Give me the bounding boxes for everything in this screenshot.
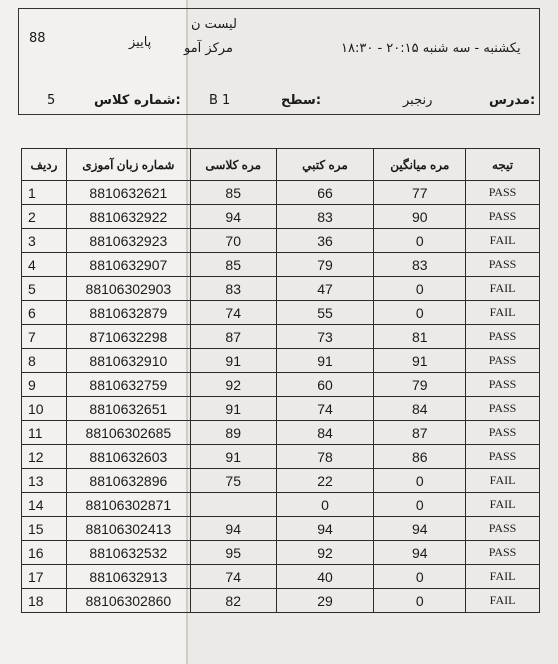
- row-number-cell: 8: [22, 349, 67, 373]
- average-grade-cell: 0: [374, 589, 466, 613]
- class-grade-cell: 74: [190, 301, 276, 325]
- teacher-value: رنجبر: [403, 93, 433, 108]
- row-number-cell: 15: [22, 517, 67, 541]
- student-id-cell: 8710632298: [66, 325, 190, 349]
- table-row: [22, 349, 540, 373]
- result-cell: PASS: [466, 325, 540, 349]
- table-row: [22, 205, 540, 229]
- table-row: [22, 565, 540, 589]
- student-id-cell: 88106302413: [66, 517, 190, 541]
- result-cell: FAIL: [466, 277, 540, 301]
- written-grade-cell: 92: [276, 541, 374, 565]
- average-grade-cell: 77: [374, 181, 466, 205]
- table-row: [22, 373, 540, 397]
- student-id-cell: 8810632603: [66, 445, 190, 469]
- result-cell: PASS: [466, 205, 540, 229]
- average-grade-cell: 91: [374, 349, 466, 373]
- class-grade-cell: 94: [190, 517, 276, 541]
- row-number-cell: 1: [22, 181, 67, 205]
- average-grade-cell: 81: [374, 325, 466, 349]
- written-grade-cell: 47: [276, 277, 374, 301]
- student-id-cell: 8810632759: [66, 373, 190, 397]
- result-cell: PASS: [466, 397, 540, 421]
- col-header-written-grade: مره کتبي: [276, 149, 374, 181]
- table-row: [22, 229, 540, 253]
- class-grade-cell: 75: [190, 469, 276, 493]
- row-number-cell: 3: [22, 229, 67, 253]
- student-id-cell: 8810632910: [66, 349, 190, 373]
- result-cell: PASS: [466, 445, 540, 469]
- written-grade-cell: 60: [276, 373, 374, 397]
- written-grade-cell: 36: [276, 229, 374, 253]
- class-grade-cell: 89: [190, 421, 276, 445]
- result-cell: FAIL: [466, 229, 540, 253]
- average-grade-cell: 94: [374, 541, 466, 565]
- result-cell: PASS: [466, 253, 540, 277]
- written-grade-cell: 22: [276, 469, 374, 493]
- class-schedule: یکشنبه - سه شنبه ۲۰:۱۵ - ۱۸:۳۰: [341, 41, 521, 56]
- written-grade-cell: 83: [276, 205, 374, 229]
- result-cell: FAIL: [466, 589, 540, 613]
- student-id-cell: 8810632651: [66, 397, 190, 421]
- result-cell: PASS: [466, 373, 540, 397]
- average-grade-cell: 0: [374, 469, 466, 493]
- average-grade-cell: 0: [374, 229, 466, 253]
- table-row: [22, 469, 540, 493]
- class-grade-cell: 91: [190, 349, 276, 373]
- written-grade-cell: 78: [276, 445, 374, 469]
- grades-table: [21, 148, 540, 613]
- student-id-cell: 8810632922: [66, 205, 190, 229]
- result-cell: PASS: [466, 181, 540, 205]
- average-grade-cell: 90: [374, 205, 466, 229]
- student-id-cell: 8810632896: [66, 469, 190, 493]
- result-cell: FAIL: [466, 493, 540, 517]
- col-header-class-grade: مره کلاسی: [190, 149, 276, 181]
- result-cell: FAIL: [466, 469, 540, 493]
- list-title: لیست ن: [191, 17, 237, 32]
- col-header-average-grade: مره میانگین: [374, 149, 466, 181]
- class-grade-cell: 95: [190, 541, 276, 565]
- class-grade-cell: 92: [190, 373, 276, 397]
- written-grade-cell: 55: [276, 301, 374, 325]
- table-row: [22, 517, 540, 541]
- student-id-cell: 8810632621: [66, 181, 190, 205]
- student-id-cell: 88106302871: [66, 493, 190, 517]
- average-grade-cell: 0: [374, 493, 466, 517]
- col-header-result: تیجه: [466, 149, 540, 181]
- written-grade-cell: 66: [276, 181, 374, 205]
- table-row: [22, 325, 540, 349]
- result-cell: PASS: [466, 349, 540, 373]
- table-row: [22, 181, 540, 205]
- table-row: [22, 493, 540, 517]
- average-grade-cell: 0: [374, 277, 466, 301]
- class-grade-cell: 91: [190, 445, 276, 469]
- class-grade-cell: 87: [190, 325, 276, 349]
- table-row: [22, 589, 540, 613]
- class-header-box: [18, 8, 540, 115]
- result-cell: FAIL: [466, 565, 540, 589]
- class-grade-cell: 91: [190, 397, 276, 421]
- student-id-cell: 88106302860: [66, 589, 190, 613]
- table-row: [22, 253, 540, 277]
- average-grade-cell: 87: [374, 421, 466, 445]
- table-row: [22, 541, 540, 565]
- table-row: [22, 397, 540, 421]
- table-row: [22, 277, 540, 301]
- written-grade-cell: 40: [276, 565, 374, 589]
- average-grade-cell: 0: [374, 301, 466, 325]
- class-code: 88: [29, 31, 46, 46]
- row-number-cell: 13: [22, 469, 67, 493]
- level-value: B 1: [209, 93, 231, 108]
- average-grade-cell: 86: [374, 445, 466, 469]
- class-number-value: 5: [47, 93, 56, 108]
- table-row: [22, 445, 540, 469]
- row-number-cell: 6: [22, 301, 67, 325]
- row-number-cell: 17: [22, 565, 67, 589]
- result-cell: PASS: [466, 541, 540, 565]
- student-id-cell: 8810632913: [66, 565, 190, 589]
- class-number-label: شماره کلاس:: [94, 93, 181, 108]
- row-number-cell: 9: [22, 373, 67, 397]
- average-grade-cell: 0: [374, 565, 466, 589]
- result-cell: PASS: [466, 517, 540, 541]
- student-id-cell: 8810632879: [66, 301, 190, 325]
- average-grade-cell: 79: [374, 373, 466, 397]
- class-grade-cell: 85: [190, 181, 276, 205]
- student-id-cell: 88106302903: [66, 277, 190, 301]
- row-number-cell: 18: [22, 589, 67, 613]
- written-grade-cell: 29: [276, 589, 374, 613]
- student-id-cell: 8810632532: [66, 541, 190, 565]
- class-grade-cell: 74: [190, 565, 276, 589]
- written-grade-cell: 79: [276, 253, 374, 277]
- student-id-cell: 88106302685: [66, 421, 190, 445]
- class-grade-cell: 94: [190, 205, 276, 229]
- row-number-cell: 2: [22, 205, 67, 229]
- average-grade-cell: 94: [374, 517, 466, 541]
- center-name: مرکز آمو: [184, 41, 233, 56]
- row-number-cell: 14: [22, 493, 67, 517]
- row-number-cell: 5: [22, 277, 67, 301]
- col-header-row-number: ردیف: [22, 149, 67, 181]
- average-grade-cell: 84: [374, 397, 466, 421]
- written-grade-cell: 94: [276, 517, 374, 541]
- written-grade-cell: 91: [276, 349, 374, 373]
- row-number-cell: 16: [22, 541, 67, 565]
- average-grade-cell: 83: [374, 253, 466, 277]
- row-number-cell: 4: [22, 253, 67, 277]
- row-number-cell: 10: [22, 397, 67, 421]
- class-grade-cell: 83: [190, 277, 276, 301]
- class-grade-cell: 82: [190, 589, 276, 613]
- level-label: سطح:: [281, 93, 322, 108]
- class-grade-cell: [190, 493, 276, 517]
- col-header-student-id: شماره زبان آموزی: [66, 149, 190, 181]
- class-grade-cell: 70: [190, 229, 276, 253]
- teacher-label: مدرس:: [489, 93, 536, 108]
- row-number-cell: 7: [22, 325, 67, 349]
- row-number-cell: 11: [22, 421, 67, 445]
- written-grade-cell: 84: [276, 421, 374, 445]
- table-header-row: [22, 149, 540, 181]
- term: پاییز: [129, 35, 152, 50]
- row-number-cell: 12: [22, 445, 67, 469]
- student-id-cell: 8810632923: [66, 229, 190, 253]
- table-row: [22, 421, 540, 445]
- written-grade-cell: 73: [276, 325, 374, 349]
- class-grade-cell: 85: [190, 253, 276, 277]
- written-grade-cell: 0: [276, 493, 374, 517]
- student-id-cell: 8810632907: [66, 253, 190, 277]
- result-cell: PASS: [466, 421, 540, 445]
- result-cell: FAIL: [466, 301, 540, 325]
- table-row: [22, 301, 540, 325]
- written-grade-cell: 74: [276, 397, 374, 421]
